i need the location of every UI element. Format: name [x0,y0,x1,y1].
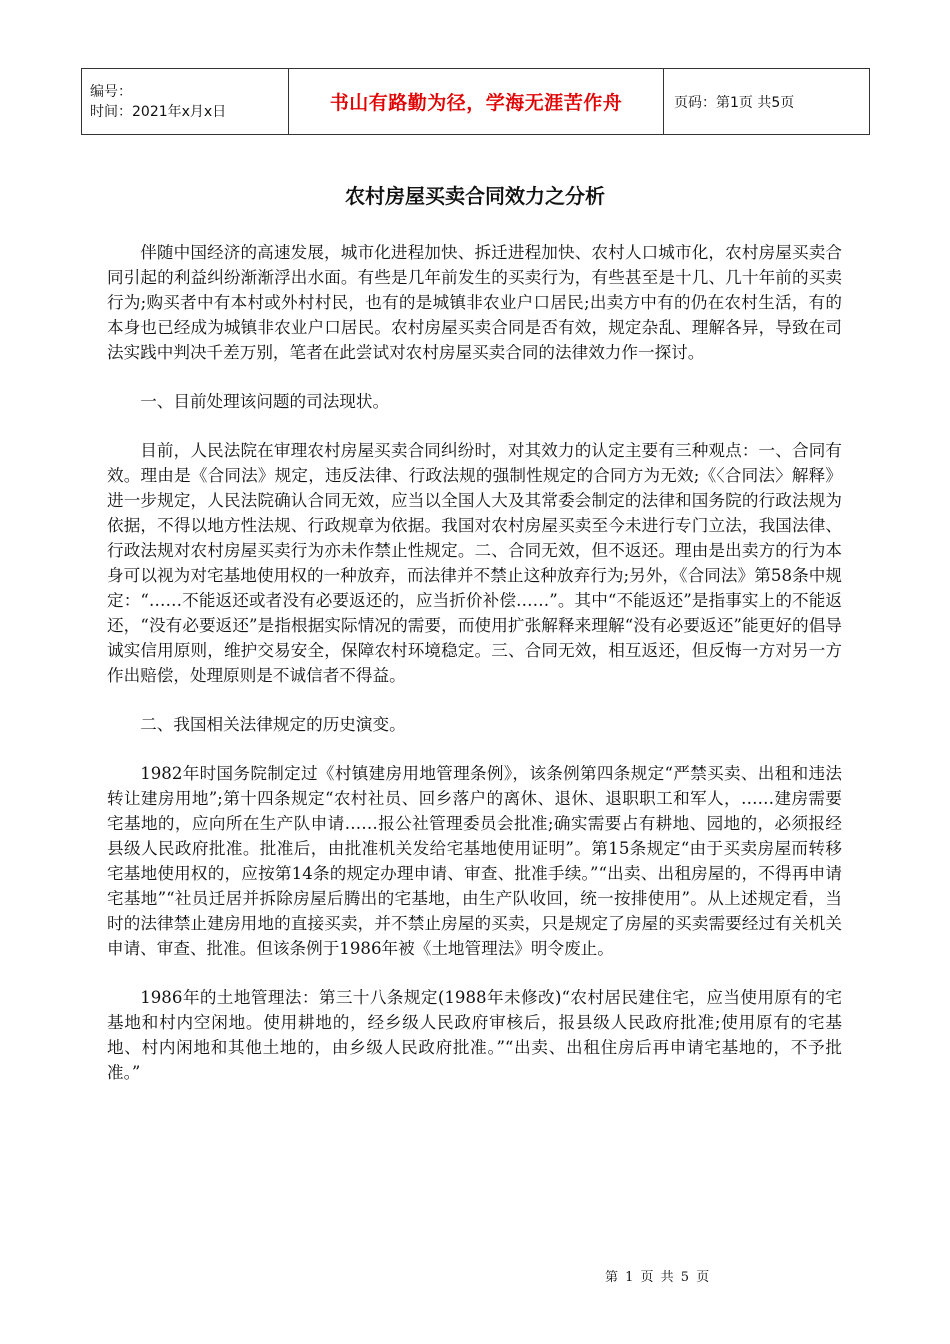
page-info-cell [664,69,870,135]
motto-cell [289,69,664,135]
paragraph-1986-land-law: 1986年的土地管理法：第三十八条规定(1988年未修改)“农村居民建住宅，应当使用原有的宅基地和村内空闲地。使用耕地的，经乡级人民政府审核后，报县级人民政府批准;使用原有的宅基地、村内闲地和其他土地的，由乡级人民政府批准。”“出卖、出租住房后再申请宅基地的，不予批准。” [107,988,842,1082]
header-row [82,69,870,135]
paragraph-current-practice: 目前，人民法院在审理农村房屋买卖合同纠纷时，对其效力的认定主要有三种观点：一、合同有效。理由是《合同法》规定，违反法律、行政法规的强制性规定的合同方为无效;《〈合同法〉解释》进一步规定，人民法院确认合同无效，应当以全国人大及其常委会制定的法律和国务院的行政法规为依据，不得以地方性法规、行政规章为依据。我国对农村房屋买卖至今未进行专门立法，我国法律、行政法规对农村房屋买卖行为亦未作禁止性规定。二、合同无效，但不返还。理由是出卖方的行为本身可以视为对宅基地使用权的一种放弃，而法律并不禁止这种放弃行为;另外，《合同法》第58条中规定：“……不能返还或者没有必要返还的，应当折价补偿……”。其中“不能返还”是指事实上的不能返还，“没有必要返还”是指根据实际情况的需要，而使用扩张解释来理解“没有必要返还”能更好的倡导诚实信用原则，维护交易安全，保障农村环境稳定。三、合同无效，相互返还，但反悔一方对另一方作出赔偿，处理原则是不诚信者不得益。 [107,441,842,685]
paragraph-intro: 伴随中国经济的高速发展，城市化进程加快、拆迁进程加快、农村人口城市化，农村房屋买卖合同引起的利益纠纷渐渐浮出水面。有些是几年前发生的买卖行为，有些甚至是十几、几十年前的买卖行为;购买者中有本村或外村村民，也有的是城镇非农业户口居民;出卖方中有的仍在农村生活，有的本身也已经成为城镇非农业户口居民。农村房屋买卖合同是否有效，规定杂乱、理解各异，导致在司法实践中判决千差万别，笔者在此尝试对农村房屋买卖合同的法律效力作一探讨。 [107,243,842,362]
header-meta-cell [82,69,289,135]
date-line: 时间：2021年x月x日 [90,103,227,120]
page-footer: 第 1 页 共 5 页 [605,1270,710,1285]
paragraph-1982-regulation: 1982年时国务院制定过《村镇建房用地管理条例》，该条例第四条规定“严禁买卖、出租和违法转让建房用地”;第十四条规定“农村社员、回乡落户的离休、退休、退职职工和军人，……建房需要宅基地的，应向所在生产队申请……报公社管理委员会批准;确实需要占有耕地、园地的，必须报经县级人民政府批准。批准后，由批准机关发给宅基地使用证明”。第15条规定“由于买卖房屋而转移宅基地使用权的，应按第14条的规定办理申请、审查、批准手续。”“出卖、出租房屋的，不得再申请宅基地”“社员迁居并拆除房屋后腾出的宅基地，由生产队收回，统一按排使用”。从上述规定看，当时的法律禁止建房用地的直接买卖，并不禁止房屋的买卖，只是规定了房屋的买卖需要经过有关机关申请、审查、批准。但该条例于1986年被《土地管理法》明令废止。 [107,764,842,958]
number-label: 编号： [90,83,132,100]
document-title: 农村房屋买卖合同效力之分析 [345,184,605,208]
section-heading-2: 二、我国相关法律规定的历史演变。 [140,715,406,734]
page-info-text: 页码：第1页 共5页 [674,94,795,111]
header-table [81,68,870,135]
document-body [107,240,842,1109]
motto-text: 书山有路勤为径，学海无涯苦作舟 [329,92,623,114]
section-heading-1: 一、目前处理该问题的司法现状。 [140,392,390,411]
